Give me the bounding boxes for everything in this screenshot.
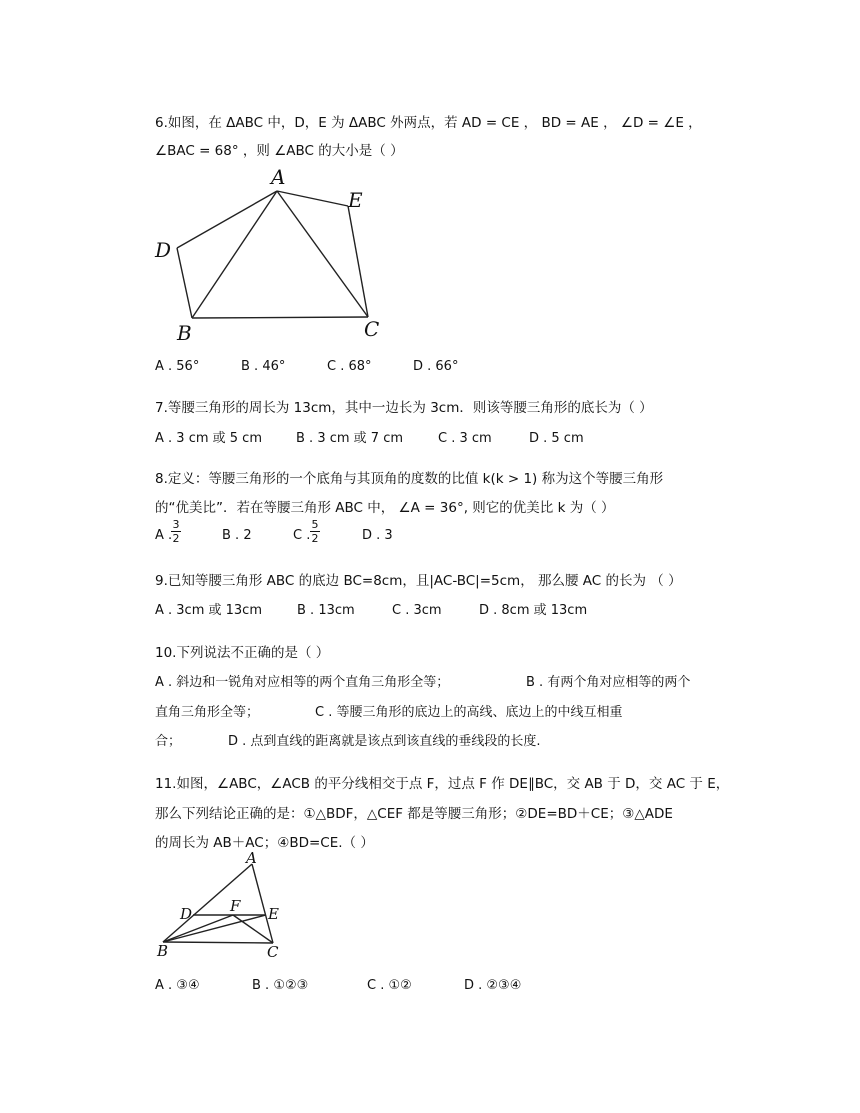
q8-option-b[interactable]: B . 2 [222, 528, 252, 543]
q11-label-E: E [268, 905, 279, 923]
q9-option-a[interactable]: A . 3cm 或 13cm [155, 603, 262, 618]
q8-option-d[interactable]: D . 3 [362, 528, 393, 543]
q6-option-a[interactable]: A . 56° [155, 359, 200, 374]
q11-stem-line1: 11.如图，∠ABC，∠ACB 的平分线相交于点 F，过点 F 作 DE∥BC，交 AB 于 D，交 AC 于 E， [155, 776, 730, 792]
q8-stem-line1: 8.定义：等腰三角形的一个底角与其顶角的度数的比值 k(k > 1) 称为这个等腰三角形 [155, 471, 664, 487]
q11-option-b[interactable]: B . ①②③ [252, 978, 309, 993]
q6-label-A: A [271, 165, 286, 189]
q11-label-B: B [157, 942, 169, 960]
q6-seg-BC [192, 317, 368, 318]
q8-option-a-prefix: A . [155, 528, 173, 543]
q6-option-c[interactable]: C . 68° [327, 359, 372, 374]
q8-option-c-numerator: 5 [311, 518, 319, 531]
q10-option-c-part1[interactable]: C . 等腰三角形的底边上的高线、底边上的中线互相重 [315, 705, 623, 720]
q10-option-b-part2[interactable]: 直角三角形全等； [155, 705, 260, 720]
q11-seg-BF [163, 915, 233, 942]
q7-stem: 7.等腰三角形的周长为 13cm，其中一边长为 3cm．则该等腰三角形的底长为（ ） [155, 400, 653, 416]
q7-option-c[interactable]: C . 3 cm [438, 431, 492, 446]
q6-label-D: D [155, 238, 172, 262]
q6-label-C: C [364, 317, 380, 341]
q10-option-c-part2[interactable]: 合； [155, 734, 182, 749]
q10-option-a[interactable]: A . 斜边和一锐角对应相等的两个直角三角形全等； [155, 675, 450, 690]
q9-option-b[interactable]: B . 13cm [297, 603, 355, 618]
q11-label-F: F [230, 897, 241, 915]
q8-option-c-fraction [310, 519, 320, 544]
q11-option-d[interactable]: D . ②③④ [464, 978, 522, 993]
q9-stem: 9.已知等腰三角形 ABC 的底边 BC=8cm，且|AC-BC|=5cm， 那么腰 AC 的长为 （ ） [155, 573, 682, 589]
q7-option-d[interactable]: D . 5 cm [529, 431, 584, 446]
q6-seg-AB [192, 191, 277, 318]
q11-option-a[interactable]: A . ③④ [155, 978, 200, 993]
q10-option-d[interactable]: D . 点到直线的距离就是该点到该直线的垂线段的长度. [228, 734, 541, 749]
q10-option-b-part1[interactable]: B . 有两个角对应相等的两个 [526, 675, 691, 690]
q6-figure [150, 162, 400, 347]
q6-option-b[interactable]: B . 46° [241, 359, 286, 374]
q11-stem-line2: 那么下列结论正确的是：①△BDF，△CEF 都是等腰三角形；②DE=BD＋CE；③△ADE [155, 806, 673, 822]
q8-option-a-fraction [171, 519, 181, 544]
q11-label-C: C [267, 943, 279, 961]
q11-label-D: D [180, 905, 193, 923]
q10-stem: 10.下列说法不正确的是（ ） [155, 645, 330, 661]
q8-stem-line2: 的“优美比”．若在等腰三角形 ABC 中， ∠A = 36°, 则它的优美比 k 为（ ） [155, 500, 615, 516]
q6-stem-line1: 6.如图，在 ΔABC 中，D，E 为 ΔABC 外两点，若 AD = CE ， BD = AE ， ∠D = ∠E ， [155, 115, 702, 131]
q6-seg-EC [348, 206, 368, 317]
q8-option-c-prefix: C . [293, 528, 311, 543]
q11-label-A: A [246, 850, 257, 867]
q6-stem-line2: ∠BAC = 68° ，则 ∠ABC 的大小是（ ） [155, 143, 404, 159]
q6-seg-DB [177, 248, 192, 318]
q6-seg-AE [277, 191, 348, 206]
q11-figure [150, 850, 290, 965]
q8-option-c-denominator: 2 [311, 532, 319, 545]
q6-label-E: E [348, 188, 363, 212]
q6-label-B: B [177, 321, 192, 345]
q7-option-b[interactable]: B . 3 cm 或 7 cm [296, 431, 404, 446]
q8-option-c[interactable] [293, 527, 310, 545]
q11-stem-line3: 的周长为 AB＋AC；④BD=CE.（ ） [155, 835, 374, 851]
q9-option-c[interactable]: C . 3cm [392, 603, 442, 618]
q6-seg-DA [177, 191, 277, 248]
q7-option-a[interactable]: A . 3 cm 或 5 cm [155, 431, 262, 446]
q8-option-a-denominator: 2 [172, 532, 180, 545]
q8-option-a-numerator: 3 [172, 518, 180, 531]
q11-option-c[interactable]: C . ①② [367, 978, 412, 993]
q8-option-a[interactable] [155, 527, 172, 545]
q6-option-d[interactable]: D . 66° [413, 359, 459, 374]
q11-seg-BC [163, 942, 273, 943]
q9-option-d[interactable]: D . 8cm 或 13cm [479, 603, 588, 618]
